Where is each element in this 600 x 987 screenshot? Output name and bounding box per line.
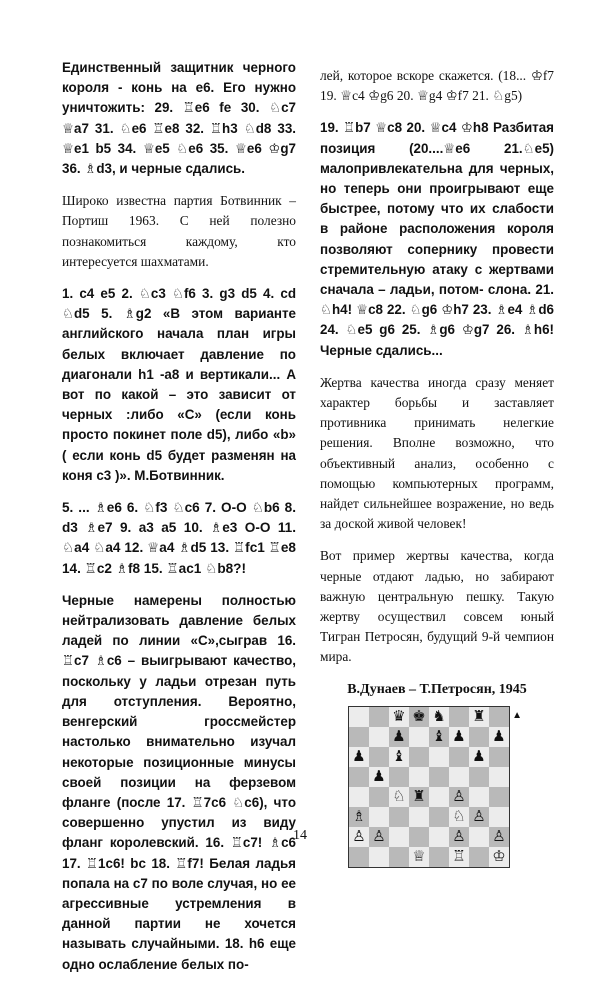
board-square [469, 767, 489, 787]
board-square: ♝ [389, 747, 409, 767]
board-square [489, 807, 509, 827]
side-to-move-marker: ▲ [512, 709, 522, 721]
board-square: ♕ [409, 847, 429, 867]
board-square: ♗ [349, 807, 369, 827]
paragraph-intro: Широко известна партия Ботвинник – Портиш 1963. С ней полезно познакомиться каждому, кто интересуется шахматами. [62, 193, 296, 269]
board-square [389, 767, 409, 787]
board-square: ♙ [449, 787, 469, 807]
board-square: ♙ [349, 827, 369, 847]
board-square: ♜ [469, 707, 489, 727]
board-square: ♙ [469, 807, 489, 827]
board-square [349, 767, 369, 787]
board-square [369, 707, 389, 727]
board-square [409, 747, 429, 767]
game-title: В.Дунаев – Т.Петросян, 1945 [347, 681, 527, 697]
paragraph-example: Вот пример жертвы качества, когда черные отдают ладью, но забирают важную центральную пешку. Такую жертву осуществил совсем юный Тигран Петросян, будущий 9-й чемпион мира. [320, 548, 554, 665]
board-square [369, 847, 389, 867]
board-square [449, 707, 469, 727]
paragraph-continuation: лей, которое вскоре скажется. (18... ♔f7 19. ♕c4 ♔g6 20. ♕g4 ♔f7 21. ♘g5) [320, 68, 554, 104]
board-square: ♟ [389, 727, 409, 747]
board-square: ♜ [409, 787, 429, 807]
board-square: ♖ [449, 847, 469, 867]
board-square: ♟ [469, 747, 489, 767]
board-square [469, 847, 489, 867]
paragraph-sacrifice: Жертва качества иногда сразу меняет характер борьбы и заставляет противника принимать нелегкие решения. Вполне возможно, что объективный анализ, особенно с помощью компьютерных программ, найдет сильнейшее возражение, но ведь за доской живой человек! [320, 374, 554, 532]
page-number: 14 [293, 828, 307, 843]
board-square [349, 787, 369, 807]
board-square: ♘ [449, 807, 469, 827]
left-column [62, 58, 296, 987]
board-square [469, 787, 489, 807]
board-square: ♙ [489, 827, 509, 847]
board-square [469, 727, 489, 747]
board-square [389, 847, 409, 867]
board-square [489, 747, 509, 767]
board-square [349, 847, 369, 867]
board-square [349, 707, 369, 727]
board-square: ♙ [449, 827, 469, 847]
board-square [489, 767, 509, 787]
board-square [429, 807, 449, 827]
board-square [429, 787, 449, 807]
board-square [409, 807, 429, 827]
board-square [349, 727, 369, 747]
board-square: ♟ [489, 727, 509, 747]
board-square [389, 807, 409, 827]
board-square: ♔ [489, 847, 509, 867]
board-square [429, 747, 449, 767]
board-square [409, 767, 429, 787]
board-square [489, 787, 509, 807]
board-square [369, 787, 389, 807]
board-square [429, 767, 449, 787]
board-square: ♛ [389, 707, 409, 727]
board-square: ♙ [369, 827, 389, 847]
board-square [409, 727, 429, 747]
board-square [489, 707, 509, 727]
board-square: ♘ [389, 787, 409, 807]
paragraph-opening: 1. c4 e5 2. ♘c3 ♘f6 3. g3 d5 4. cd ♘d5 5. ♗g2 «В этом варианте английского начала план игры белых включает давление по диагонали h1 -a8 и вертикали... А вот по какой – это зависит от черных :либо «С» (если конь просто покинет поле d5), либо «b» ( если конь d5 будет разменян на коня с3 )». М.Ботвинник. [62, 286, 296, 483]
board-square [449, 767, 469, 787]
right-column [320, 66, 554, 868]
paragraph-moves: 5. ... ♗e6 6. ♘f3 ♘c6 7. O-O ♘b6 8. d3 ♗e7 9. a3 a5 10. ♗e3 O-O 11. ♘a4 ♘a4 12. ♕a4 ♗d5 13. ♖fc1 ♖e8 14. ♖c2 ♗f8 15. ♖ac1 ♘b8?! [62, 500, 296, 576]
board-square [429, 847, 449, 867]
board-square: ♝ [429, 727, 449, 747]
board-square [369, 727, 389, 747]
paragraph-commentary: Черные намерены полностью нейтрализовать давление белых ладей по линии «С»,сыграв 16. ♖c7 ♗c6 – выигрывают качество, поскольку у ладьи отрезан путь для отступления. Вероятно, венгерский гроссмейстер настолько внимательно изучал некоторые позиционные минусы своей позиции на ферзевом фланге (после 17. ♖7c6 ♘c6), что совершенно упустил из виду фланг королевский. 16. ♖c7! ♗c6 17. ♖1c6! bc 18. ♖f7! Белая ладья попала на с7 по воле случая, но ее агрессивные устремления в данной партии не хочется называть случайными. 18. h6 еще одно ослабление белых по- [62, 592, 296, 972]
paragraph-finish: 19. ♖b7 ♕c8 20. ♕c4 ♔h8 Разбитая позиция (20....♕e6 21.♘e5) малопривлекательна для черных, но теперь они проигрывают еще быстрее, потому что их слабости в районе расположения короля позволяют сопернику провести стремительную атаку с жертвами сначала – ладьи, потом- слона. 21. ♘h4! ♕c8 22. ♘g6 ♔h7 23. ♗e4 ♗d6 24. ♘e5 g6 25. ♗g6 ♔g7 26. ♗h6! Черные сдались... [320, 120, 554, 358]
board-square [369, 747, 389, 767]
board-square [449, 747, 469, 767]
board-square: ♟ [369, 767, 389, 787]
board-square: ♚ [409, 707, 429, 727]
board-square: ♟ [349, 747, 369, 767]
board-square: ♞ [429, 707, 449, 727]
paragraph-combination: Единственный защитник черного короля - конь на е6. Его нужно уничтожить: 29. ♖е6 fe 30. ♘c7 ♕a7 31. ♘e6 ♖e8 32. ♖h3 ♘d8 33. ♕e1 b5 34. ♕e5 ♘e6 35. ♕e6 ♔g7 36. ♗d3, и черные сдались. [62, 60, 296, 177]
board-square [369, 807, 389, 827]
board-square: ♟ [449, 727, 469, 747]
